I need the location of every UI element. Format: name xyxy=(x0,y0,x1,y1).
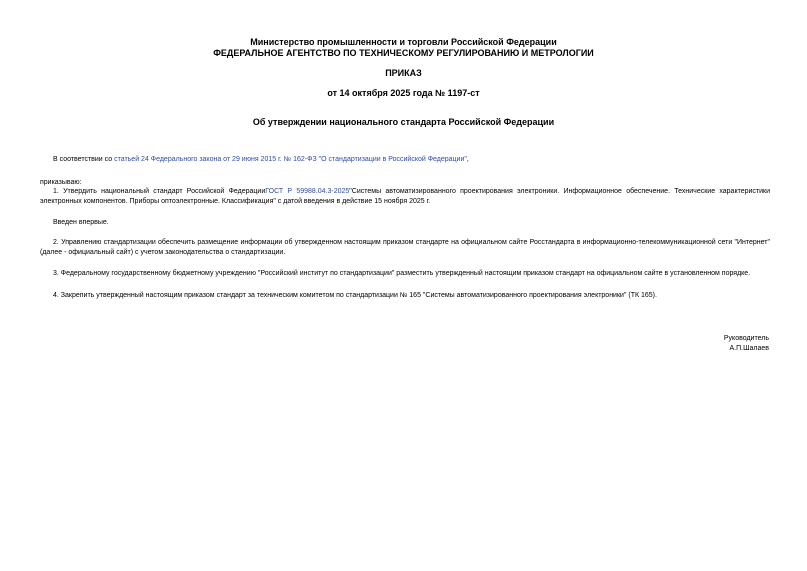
item-4-paragraph: 4. Закрепить утвержденный настоящим приказом стандарт за техническим комитетом по стандартизации № 165 "Системы автоматизированного проектирования электроники" (ТК 165). xyxy=(53,292,657,299)
signatory-name: А.П.Шалаев xyxy=(729,345,769,352)
item-1-paragraph xyxy=(40,187,770,207)
intro-paragraph xyxy=(40,155,770,165)
date-number: от 14 октября 2025 года № 1197-ст xyxy=(327,88,480,98)
first-time-note: Введен впервые. xyxy=(53,219,109,226)
signatory-title: Руководитель xyxy=(723,335,769,342)
item-1-suffix: "Системы автоматизированного проектирования электроники. Информационное обеспечение. Технические характеристики электронных компонентов. Приборы оптоэлектронные. Классификация" с датой введения в действие 15 ноября 2025 г. xyxy=(40,188,770,205)
item-1-prefix: 1. Утвердить национальный стандарт Российской Федерации xyxy=(53,188,266,195)
intro-prefix: В соответствии со xyxy=(53,156,115,163)
document-type: ПРИКАЗ xyxy=(385,68,422,78)
agency-name: ФЕДЕРАЛЬНОЕ АГЕНТСТВО ПО ТЕХНИЧЕСКОМУ РЕГУЛИРОВАНИЮ И МЕТРОЛОГИИ xyxy=(213,48,594,58)
intro-suffix: , xyxy=(466,156,469,163)
order-word: приказываю: xyxy=(40,179,82,186)
item-2-paragraph: 2. Управлению стандартизации обеспечить размещение информации об утвержденном настоящим приказом стандарте на официальном сайте Росстандарта в информационно-телекоммуникационной сети "Интернет" (далее - официальный сайт) с учетом законодательства о стандартизации. xyxy=(40,239,770,256)
document-subject: Об утверждении национального стандарта Российской Федерации xyxy=(252,117,555,127)
gost-link[interactable]: ГОСТ Р 59988.04.3-2025 xyxy=(265,188,350,195)
ministry-name: Министерство промышленности и торговли Российской Федерации xyxy=(250,37,557,47)
federal-law-link[interactable]: статьей 24 Федерального закона от 29 июня 2015 г. № 162-ФЗ "О стандартизации в Российской Федерации" xyxy=(114,156,467,163)
item-3-paragraph: 3. Федеральному государственному бюджетному учреждению "Российский институт по стандартизации" разместить утвержденный настоящим приказом стандарт на официальном сайте в установленном порядке. xyxy=(53,270,751,277)
